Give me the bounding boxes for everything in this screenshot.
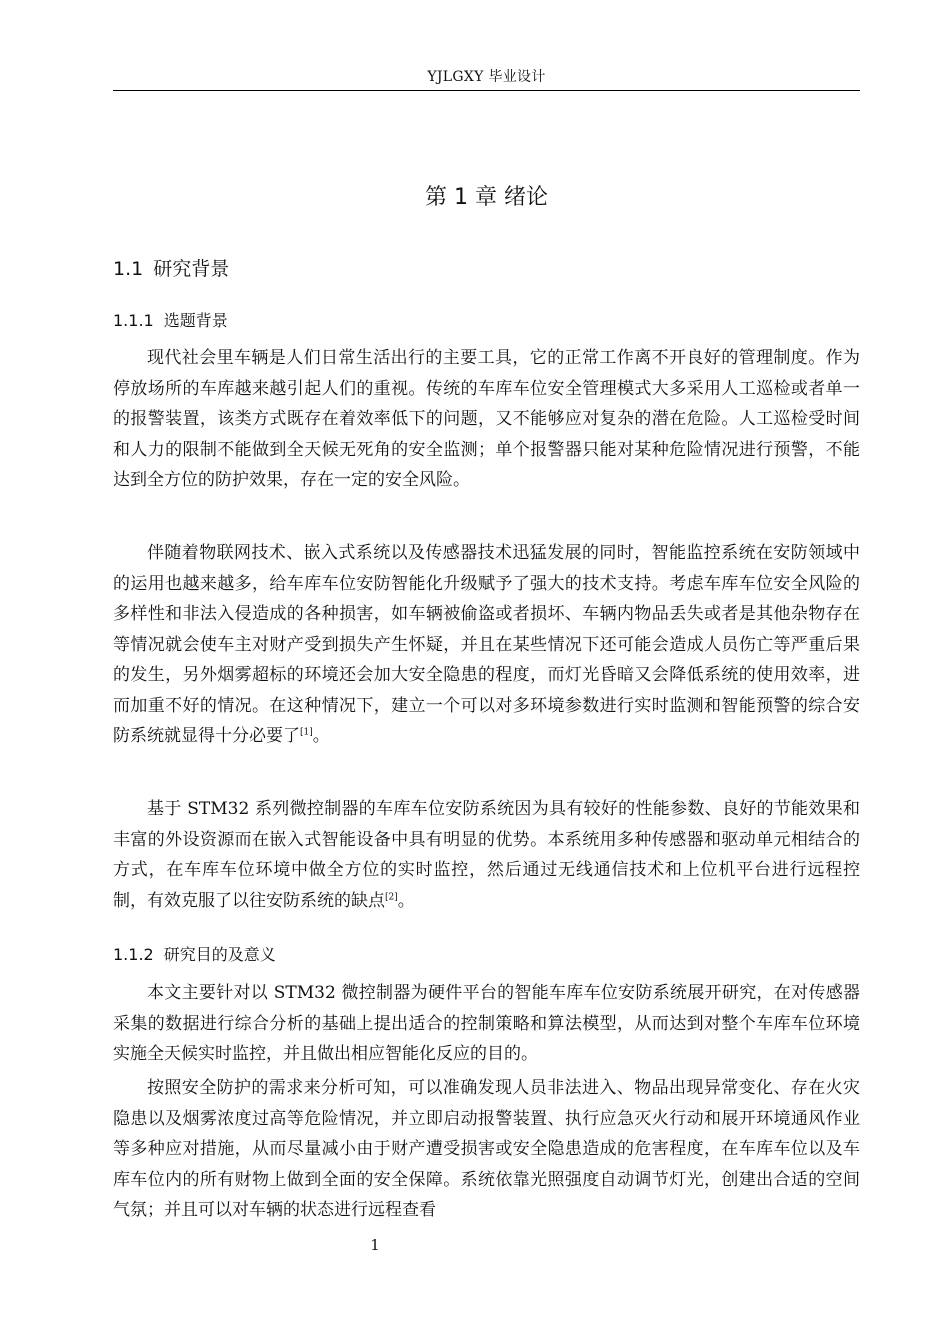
chapter-title: 第 1 章 绪论 bbox=[425, 185, 548, 210]
paragraph-tail: 。 bbox=[312, 726, 330, 746]
subsection-number: 1.1.1 bbox=[113, 311, 154, 330]
section-number: 1.1 bbox=[113, 258, 144, 280]
subsection-heading-1-1-2 bbox=[113, 942, 276, 965]
paragraph bbox=[113, 538, 860, 752]
paragraph bbox=[113, 1073, 860, 1226]
citation[interactable]: [1] bbox=[300, 727, 313, 738]
paragraph-text: 伴随着物联网技术、嵌入式系统以及传感器技术迅猛发展的同时，智能监控系统在安防领域中的运用也越来越多，给车库车位安防智能化升级赋予了强大的技术支持。考虑车库车位安全风险的多样性和非法入侵造成的各种损害，如车辆被偷盗或者损坏、车辆内物品丢失或者是其他杂物存在等情况就会使车主对财产受到损失产生怀疑，并且在某些情况下还可能会造成人员伤亡等严重后果的发生，另外烟雾超标的环境还会加大安全隐患的程度，而灯光昏暗又会降低系统的使用效率，进而加重不好的情况。在这种情况下，建立一个可以对多环境参数进行实时监测和智能预警的综合安防系统就显得十分必要了 bbox=[113, 543, 860, 746]
paragraph-text: 现代社会里车辆是人们日常生活出行的主要工具，它的正常工作离不开良好的管理制度。作为停放场所的车库越来越引起人们的重视。传统的车库车位安全管理模式大多采用人工巡检或者单一的报警装置，该类方式既存在着效率低下的问题，又不能够应对复杂的潜在危险。人工巡检受时间和人力的限制不能做到全天候无死角的安全监测；单个报警器只能对某种危险情况进行预警，不能达到全方位的防护效果，存在一定的安全风险。 bbox=[113, 348, 860, 490]
subsection-heading-1-1-1 bbox=[113, 308, 228, 331]
header-rule bbox=[113, 90, 860, 91]
subsection-title: 选题背景 bbox=[163, 311, 228, 330]
paragraph-tail: 。 bbox=[397, 890, 415, 911]
paragraph bbox=[113, 794, 860, 916]
subsection-number: 1.1.2 bbox=[113, 945, 154, 964]
running-header: YJLGXY 毕业设计 bbox=[427, 69, 546, 85]
page-number: 1 bbox=[370, 1236, 380, 1254]
citation[interactable]: [2] bbox=[385, 891, 398, 902]
paragraph-text: 按照安全防护的需求来分析可知，可以准确发现人员非法进入、物品出现异常变化、存在火灾隐患以及烟雾浓度过高等危险情况，并立即启动报警装置、执行应急灭火行动和展开环境通风作业等多种应对措施，从而尽量减小由于财产遭受损害或安全隐患造成的危害程度，在车库车位以及车库车位内的所有财物上做到全面的安全保障。系统依靠光照强度自动调节灯光，创建出合适的空间气氛；并且可以对车辆的状态进行远程查看 bbox=[113, 1078, 860, 1220]
paragraph-text: 基于 STM32 系列微控制器的车库车位安防系统因为具有较好的性能参数、良好的节能效果和丰富的外设资源而在嵌入式智能设备中具有明显的优势。本系统用多种传感器和驱动单元相结合的方式，在车库车位环境中做全方位的实时监控，然后通过无线通信技术和上位机平台进行远程控制，有效克服了以往安防系统的缺点 bbox=[113, 799, 860, 911]
paragraph-text: 本文主要针对以 STM32 微控制器为硬件平台的智能车库车位安防系统展开研究，在对传感器采集的数据进行综合分析的基础上提出适合的控制策略和算法模型，从而达到对整个车库车位环境实施全天候实时监控，并且做出相应智能化反应的目的。 bbox=[113, 983, 860, 1064]
paragraph bbox=[113, 343, 860, 496]
paragraph bbox=[113, 978, 860, 1070]
section-title: 研究背景 bbox=[153, 258, 230, 280]
subsection-title: 研究目的及意义 bbox=[163, 945, 276, 964]
section-heading-1-1 bbox=[113, 254, 229, 281]
